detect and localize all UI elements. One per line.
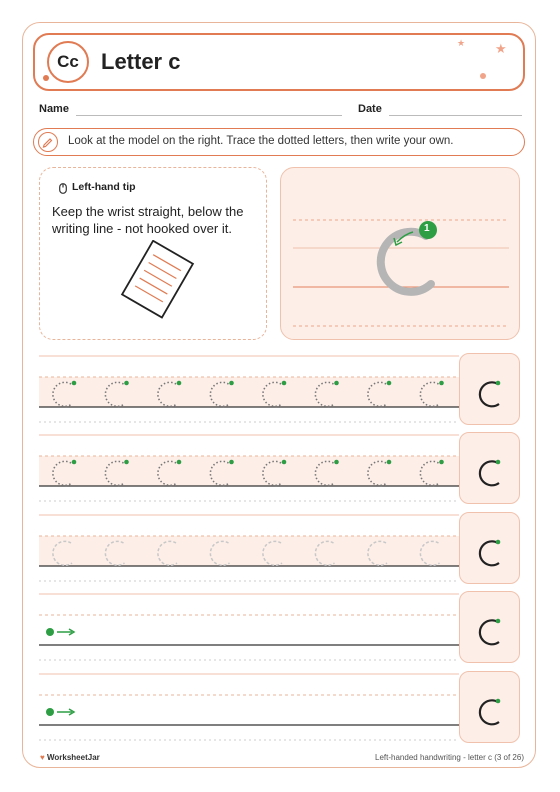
sample-letter-c	[460, 592, 518, 662]
start-dot	[496, 381, 501, 386]
star-icon: ★	[457, 38, 466, 48]
start-dot	[334, 460, 339, 465]
header-banner	[33, 33, 525, 91]
start-dot	[496, 699, 501, 704]
x-height-band	[39, 456, 459, 486]
start-dot	[72, 460, 77, 465]
mouse-icon	[59, 181, 67, 199]
x-height-band	[39, 536, 459, 566]
x-height-band	[39, 377, 459, 407]
start-dot	[72, 381, 77, 386]
start-dot	[439, 460, 444, 465]
practice-row[interactable]	[39, 592, 459, 664]
instruction-text: Look at the model on the right. Trace the dotted letters, then write your own.	[68, 135, 454, 147]
left-hand-tip-box	[39, 167, 267, 340]
sample-letter-stroke	[480, 700, 499, 724]
start-dot	[439, 381, 444, 386]
practice-row[interactable]	[39, 513, 459, 585]
start-dot	[282, 460, 287, 465]
start-dot	[124, 381, 129, 386]
date-field[interactable]	[389, 115, 522, 116]
page-title: Letter c	[101, 49, 181, 74]
start-dot	[46, 628, 54, 636]
start-dot	[229, 460, 234, 465]
decor-dot	[480, 73, 486, 79]
start-dot	[496, 540, 501, 545]
paper-sheet-icon	[112, 240, 202, 320]
heart-icon: ♥	[40, 753, 45, 762]
sample-letter-box	[459, 671, 520, 743]
start-dot	[282, 381, 287, 386]
start-dot	[387, 381, 392, 386]
sample-letter-stroke	[480, 541, 499, 565]
start-dot	[46, 708, 54, 716]
tip-text: Keep the wrist straight, below the writing line - not hooked over it.	[52, 204, 244, 236]
sample-letter-box	[459, 353, 520, 425]
start-dot	[177, 460, 182, 465]
practice-row[interactable]	[39, 433, 459, 505]
practice-row[interactable]	[39, 354, 459, 426]
name-label: Name	[39, 103, 69, 115]
instruction-bar	[33, 128, 525, 156]
start-dot	[124, 460, 129, 465]
letter-model-box	[280, 167, 520, 340]
sample-letter-c	[460, 354, 518, 424]
sample-letter-c	[460, 433, 518, 503]
pencil-icon	[38, 132, 58, 152]
stroke-number: 1	[424, 223, 430, 234]
brand-footer	[40, 753, 100, 762]
tip-title: Left-hand tip	[72, 181, 136, 193]
sample-letter-box	[459, 591, 520, 663]
brand-name: WorksheetJar	[46, 753, 100, 762]
date-label: Date	[358, 103, 382, 115]
name-field[interactable]	[76, 115, 342, 116]
sample-letter-box	[459, 432, 520, 504]
star-icon: ★	[495, 41, 507, 56]
start-dot	[229, 381, 234, 386]
sample-letter-c	[460, 672, 518, 742]
page-info: Left-handed handwriting - letter c (3 of 26)	[375, 753, 524, 762]
sample-letter-stroke	[480, 461, 499, 485]
sample-letter-stroke	[480, 382, 499, 406]
sample-letter-c	[460, 513, 518, 583]
start-dot	[177, 381, 182, 386]
start-dot	[387, 460, 392, 465]
model-letter-c	[281, 168, 521, 341]
start-dot	[334, 381, 339, 386]
start-dot	[496, 619, 501, 624]
badge-text: Cc	[57, 52, 79, 71]
sample-letter-box	[459, 512, 520, 584]
practice-row[interactable]	[39, 672, 459, 744]
start-dot	[496, 460, 501, 465]
decor-dot	[43, 75, 49, 81]
letter-badge	[47, 41, 89, 83]
sample-letter-stroke	[480, 620, 499, 644]
